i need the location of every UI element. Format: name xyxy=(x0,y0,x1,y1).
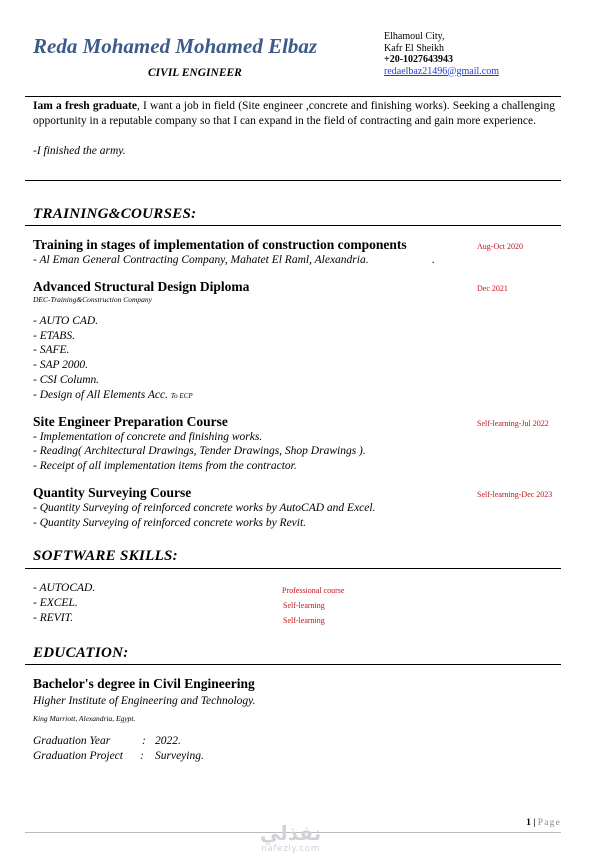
course-company: DEC-Training&Construction Company xyxy=(33,295,152,304)
software-note: Self-learning xyxy=(283,616,325,625)
email-link[interactable]: redaelbaz21496@gmail.com xyxy=(384,65,499,77)
contact-block xyxy=(384,31,499,77)
page-separator: | xyxy=(533,818,536,828)
software-item: - REVIT. xyxy=(33,612,74,624)
course-date: Aug-Oct 2020 xyxy=(477,242,523,251)
army-status: -I finished the army. xyxy=(33,145,126,157)
course-line: - SAP 2000. xyxy=(33,359,89,371)
course-line: - Receipt of all implementation items from the contractor. xyxy=(33,460,297,472)
course-line: - AUTO CAD. xyxy=(33,315,99,327)
divider xyxy=(25,180,561,181)
software-section-title: SOFTWARE SKILLS: xyxy=(33,548,178,564)
objective-body: , I want a job in field (Site engineer ,concrete and finishing works). Seeking a challenging opportunity in a reputable company so that I can expand in the field of contracting and gain more experience. xyxy=(33,100,555,127)
institute-name: Higher Institute of Engineering and Technology. xyxy=(33,695,256,707)
phone-number: +20-1027643943 xyxy=(384,54,454,65)
graduation-project-sep: : xyxy=(140,750,144,762)
course-line: - SAFE. xyxy=(33,344,70,356)
course-line-suffix: To ECP xyxy=(170,392,193,400)
watermark-arabic: نفذلي xyxy=(260,821,322,845)
objective-text xyxy=(33,99,555,128)
watermark-latin: nafezly.com xyxy=(261,844,320,854)
course-line: - Quantity Surveying of reinforced concrete works by AutoCAD and Excel. xyxy=(33,502,376,514)
objective-lead: Iam a fresh graduate xyxy=(33,100,137,112)
course-title: Site Engineer Preparation Course xyxy=(33,414,228,429)
address-line-1: Elhamoul City, xyxy=(384,31,445,42)
candidate-name: Reda Mohamed Mohamed Elbaz xyxy=(33,34,318,58)
graduation-year-label: Graduation Year xyxy=(33,735,111,747)
education-section-title: EDUCATION: xyxy=(33,645,129,661)
software-note: Professional course xyxy=(282,586,345,595)
software-item: - EXCEL. xyxy=(33,597,78,609)
course-title: Advanced Structural Design Diploma xyxy=(33,279,250,294)
course-line: - Implementation of concrete and finishing works. xyxy=(33,431,263,443)
course-date: Self-learning-Dec 2023 xyxy=(477,490,553,499)
address-line-2: Kafr El Sheikh xyxy=(384,42,444,54)
course-date: Self-learning-Jul 2022 xyxy=(477,419,549,428)
course-title: Quantity Surveying Course xyxy=(33,485,192,500)
software-item: - AUTOCAD. xyxy=(33,582,96,594)
software-note: Self-learning xyxy=(283,601,325,610)
page-footer xyxy=(526,818,561,828)
course-line: - CSI Column. xyxy=(33,374,100,386)
divider xyxy=(25,96,561,97)
page-label: Page xyxy=(537,818,561,828)
course-line: - Reading( Architectural Drawings, Tender Drawings, Shop Drawings ). xyxy=(33,445,366,457)
divider xyxy=(25,664,561,665)
watermark-logo xyxy=(260,822,321,854)
page-number: 1 xyxy=(526,818,531,828)
degree-title: Bachelor's degree in Civil Engineering xyxy=(33,676,255,691)
divider xyxy=(25,225,561,226)
course-line: - Quantity Surveying of reinforced concrete works by Revit. xyxy=(33,517,307,529)
course-date: Dec 2021 xyxy=(477,284,508,293)
graduation-year-value: 2022. xyxy=(155,735,181,747)
course-line-trail: . xyxy=(432,254,435,266)
course-line-text: - Design of All Elements Acc. xyxy=(33,389,168,401)
course-line: - Al Eman General Contracting Company, Mahatet El Raml, Alexandria. xyxy=(33,254,369,266)
institute-location: King Marriott, Alexandria, Egypt. xyxy=(33,714,136,723)
training-section-title: TRAINING&COURSES: xyxy=(33,206,197,222)
divider xyxy=(25,568,561,569)
graduation-project-label: Graduation Project xyxy=(33,750,123,762)
course-line xyxy=(33,389,193,401)
job-title: CIVIL ENGINEER xyxy=(148,67,242,79)
graduation-project-value: Surveying. xyxy=(155,750,204,762)
graduation-year-sep: : xyxy=(142,735,146,747)
course-title: Training in stages of implementation of construction components xyxy=(33,237,407,252)
course-line: - ETABS. xyxy=(33,330,75,342)
